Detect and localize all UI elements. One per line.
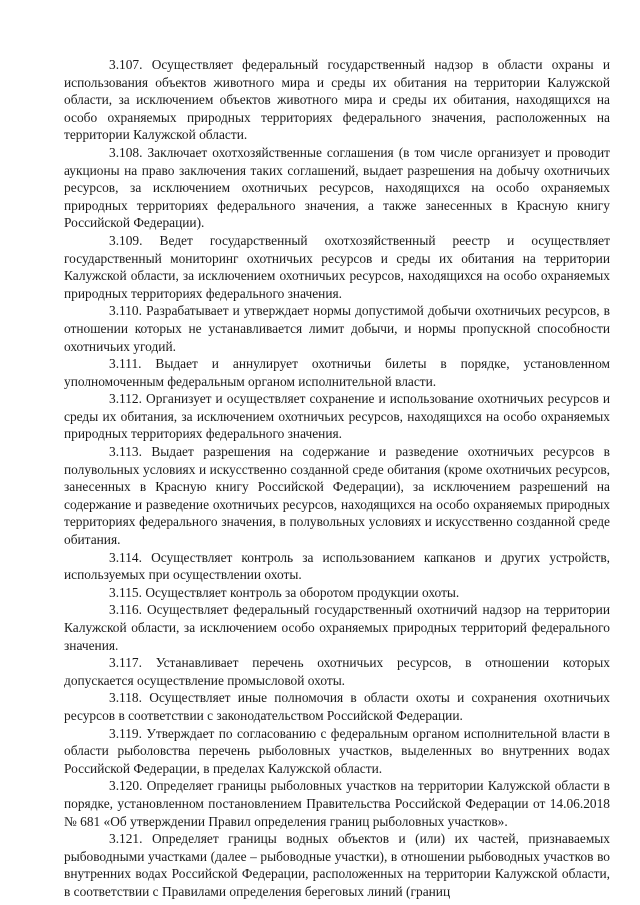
paragraph-3-113 <box>64 443 610 549</box>
paragraph-text: Выдает и аннулирует охотничьи билеты в порядке, установленном уполномоченным федеральным органом исполнительной власти. <box>64 356 610 389</box>
paragraph-text: Разрабатывает и утверждает нормы допустимой добычи охотничьих ресурсов, в отношении которых не устанавливается лимит добычи, и нормы пропускной способности охотничьих угодий. <box>64 303 610 354</box>
paragraph-3-120 <box>64 777 610 830</box>
paragraph-3-114 <box>64 549 610 584</box>
paragraph-3-116 <box>64 601 610 654</box>
paragraph-text: Утверждает по согласованию с федеральным органом исполнительной власти в области рыболовства перечень рыболовных участков, выделенных во внутренних водах Российской Федерации, в пределах Калужской области. <box>64 725 610 776</box>
paragraph-3-115 <box>64 584 610 602</box>
paragraph-text: Осуществляет иные полномочия в области охоты и сохранения охотничьих ресурсов в соответствии с законодательством Российской Федерации. <box>64 690 610 723</box>
paragraph-number: 3.112. <box>109 391 142 407</box>
paragraph-3-109 <box>64 232 610 302</box>
paragraph-text: Выдает разрешения на содержание и разведение охотничьих ресурсов в полувольных условиях и искусственно созданной среде обитания (кроме охотничьих ресурсов, занесенных в Красную книгу Российской Федерации), за исключением разрешений на содержание и разведение охотничьих ресурсов, находящихся на особо охраняемых природных территориях федерального значения, в полувольных условиях и искусственно созданной среде обитания. <box>64 444 610 548</box>
paragraph-text: Определяет границы рыболовных участков на территории Калужской области в порядке, установленном постановлением Правительства Российской Федерации от 14.06.2018 № 681 «Об утверждении Правил определения границ рыболовных участков». <box>64 778 610 829</box>
paragraph-number: 3.113. <box>109 444 142 460</box>
paragraph-3-110 <box>64 302 610 355</box>
paragraph-number: 3.117. <box>109 655 142 671</box>
paragraph-text: Ведет государственный охотхозяйственный реестр и осуществляет государственный мониторинг охотничьих ресурсов и среды их обитания на территории Калужской области, за исключением охотничьих ресурсов, находящихся на особо охраняемых природных территориях федерального значения. <box>64 232 610 301</box>
paragraph-number: 3.111. <box>109 356 142 372</box>
paragraph-3-107 <box>64 56 610 144</box>
paragraph-number: 3.120. <box>109 778 143 794</box>
paragraph-text: Осуществляет контроль за оборотом продукции охоты. <box>145 584 460 600</box>
paragraph-number: 3.114. <box>109 549 142 565</box>
paragraph-text: Осуществляет федеральный государственный охотничий надзор на территории Калужской области, за исключением особо охраняемых природных территорий федерального значения. <box>64 602 610 653</box>
paragraph-number: 3.109. <box>109 232 143 248</box>
paragraph-text: Организует и осуществляет сохранение и использование охотничьих ресурсов и среды их обитания, за исключением охотничьих ресурсов, находящихся на особо охраняемых природных территориях федерального значения. <box>64 391 610 442</box>
paragraph-3-118 <box>64 689 610 724</box>
paragraph-number: 3.121. <box>109 831 143 847</box>
paragraph-number: 3.108. <box>109 144 143 160</box>
paragraph-text: Заключает охотхозяйственные соглашения (в том числе организует и проводит аукционы на право заключения таких соглашений, выдает разрешения на добычу охотничьих ресурсов, за исключением охотничьих ресурсов, находящихся на особо охраняемых природных территориях федерального значения, а также занесенных в Красную книгу Российской Федерации). <box>64 144 610 231</box>
paragraph-number: 3.110. <box>109 303 142 319</box>
paragraph-text: Устанавливает перечень охотничьих ресурсов, в отношении которых допускается осуществление промысловой охоты. <box>64 655 610 688</box>
paragraph-number: 3.116. <box>109 602 142 618</box>
paragraph-3-119 <box>64 725 610 778</box>
paragraph-3-121 <box>64 830 610 900</box>
paragraph-3-111 <box>64 355 610 390</box>
paragraph-text: Осуществляет контроль за использованием капканов и других устройств, используемых при осуществлении охоты. <box>64 549 610 583</box>
paragraph-number: 3.107. <box>109 57 143 72</box>
paragraph-text: Осуществляет федеральный государственный надзор в области охраны и использования объектов животного мира и среды их обитания на территории Калужской области, за исключением объектов животного мира и среды их обитания, находящихся на особо охраняемых природных территориях федерального значения, расположенных на территории Калужской области. <box>64 57 610 143</box>
paragraph-3-117 <box>64 654 610 689</box>
paragraph-number: 3.118. <box>109 690 142 706</box>
paragraph-3-112 <box>64 390 610 443</box>
paragraph-number: 3.115. <box>109 584 142 600</box>
paragraph-3-108 <box>64 144 610 232</box>
paragraph-text: Определяет границы водных объектов и (или) их частей, признаваемых рыбоводными участками (далее – рыбоводные участки), в отношении рыбоводных участков во внутренних водах Российской Федерации, расположенных на территории Калужской области, в соответствии с Правилами определения береговых линий (границ <box>64 831 610 899</box>
paragraph-number: 3.119. <box>109 725 142 741</box>
